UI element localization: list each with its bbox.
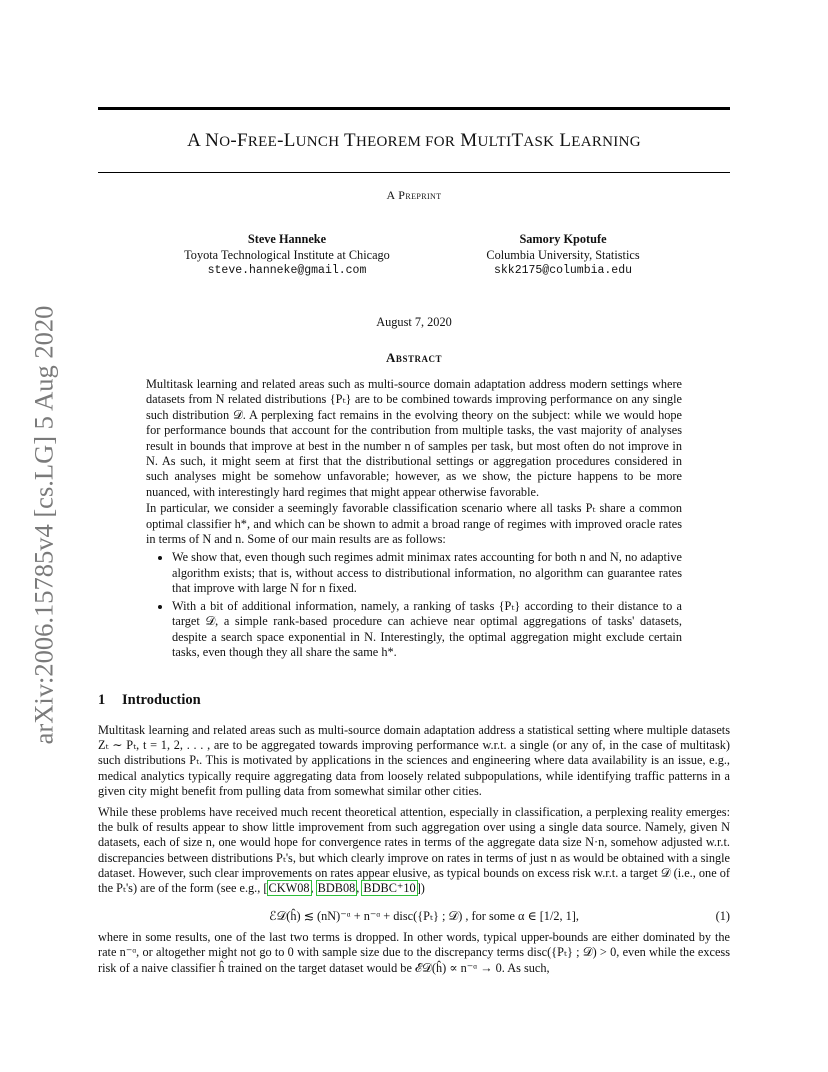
citation-link[interactable]: BDBC⁺10 bbox=[363, 881, 416, 896]
list-item: • With a bit of additional information, namely, a ranking of tasks {Pₜ} according to their distance to a target 𝒟, a simple rank-based procedure can achieve near optimal aggregations of tasks' datasets, despite a search space exponential in N. Interestingly, the optimal aggregation might exclude certain tasks, even though they all share the same h*. bbox=[172, 599, 682, 661]
equation-formula: ℰ𝒟(ĥ) ≲ (nN)⁻ᵅ + n⁻ᵅ + disc({Pₜ} ; 𝒟) , for some α ∈ [1/2, 1], bbox=[269, 908, 579, 923]
author-block bbox=[147, 231, 427, 279]
section-number: 1 bbox=[98, 692, 106, 708]
author-affiliation: Columbia University, Statistics bbox=[486, 248, 640, 262]
abstract-results-list bbox=[146, 550, 682, 660]
paper-date: August 7, 2020 bbox=[376, 315, 452, 329]
body-paragraph: where in some results, one of the last two terms is dropped. In other words, typical upper-bounds are either dominated by the rate n⁻ᵅ, or altogether might not go to 0 with sample size due to the discrepancy terms disc({Pₜ} ; 𝒟) > 0, even while the excess risk of a naive classifier ĥ trained on the target dataset would be ℰ𝒟(ĥ) ∝ n⁻ᵅ → 0. As such, bbox=[98, 930, 730, 975]
title-rule-top bbox=[98, 107, 730, 110]
list-item: • We show that, even though such regimes admit minimax rates accounting for both n and N, no adaptive algorithm exists; that is, without access to distributional information, no algorithm can guarantee rates that improve with large N for n fixed. bbox=[172, 550, 682, 596]
paragraph-text-end: ]) bbox=[416, 881, 425, 896]
author-name: Steve Hanneke bbox=[247, 232, 327, 246]
arxiv-sidebar bbox=[20, 290, 68, 760]
abstract-heading: Abstract bbox=[386, 350, 442, 365]
section-title: Introduction bbox=[122, 692, 201, 708]
paper-title: A NO-FREE-LUNCH THEOREM FOR MULTITASK LEARNING bbox=[187, 130, 641, 151]
citation-link[interactable]: CKW08 bbox=[268, 881, 310, 896]
abstract-paragraph: In particular, we consider a seemingly favorable classification scenario where all tasks Pₜ share a common optimal classifier h*, and which can be shown to admit a broad range of regimes with improved oracle rates in terms of N and n. Some of our main results are as follows: bbox=[146, 501, 682, 547]
equation-number: (1) bbox=[715, 908, 730, 923]
paragraph-text: While these problems have received much recent theoretical attention, especially in classification, a perplexing reality emerges: the bulk of results appear to show little improvement from such aggregation over using a single data source. Namely, given N datasets, each of size n, one would hope for convergence rates in terms of the aggregate data size N·n, somehow adjusted w.r.t. discrepancies between distributions Pₜ's, but which clearly improve on rates in terms of just n as would be obtained with a single dataset. However, such clear improvements on rates appear elusive, as typical bounds on excess risk w.r.t. a target 𝒟 (i.e., one of the Pₜ's) are of the form (see e.g., [ bbox=[98, 805, 730, 896]
equation-1 bbox=[98, 902, 730, 930]
section-heading bbox=[98, 692, 201, 709]
abstract-body bbox=[146, 377, 682, 662]
author-block bbox=[423, 231, 703, 279]
preprint-label: A Preprint bbox=[386, 188, 442, 202]
citation-link[interactable]: BDB08 bbox=[317, 881, 356, 896]
body-paragraph: Multitask learning and related areas such as multi-source domain adaptation address a statistical setting where multiple datasets Zₜ ∼ Pₜ, t = 1, 2, . . . , are to be aggregated towards improving performance w.r.t. a single (or any of, in the case of multitask) such distributions Pₜ. This is motivated by applications in the sciences and engineering where data availability is an issue, e.g., medical analytics typically require aggregating data from loosely related subpopulations, while identifying traffic patterns in a given city might benefit from pulling data from somewhat similar other cities. bbox=[98, 723, 730, 798]
arxiv-identifier: arXiv:2006.15785v4 [cs.LG] 5 Aug 2020 bbox=[28, 305, 59, 745]
body-paragraph: While these problems have received much recent theoretical attention, especially in classification, a perplexing reality emerges: the bulk of results appear to show little improvement from such aggregation over using a single data source. Namely, given N datasets, each of size n, one would hope for convergence rates in terms of the aggregate data size N·n, somehow adjusted w.r.t. discrepancies between distributions Pₜ's, but which clearly improve on rates in terms of just n as would be obtained with a single dataset. However, such clear improvements on rates appear elusive, as typical bounds on excess risk w.r.t. a target 𝒟 (i.e., one of the Pₜ's) are of the form (see e.g., [CKW08, BDB08, BDBC⁺10]) bbox=[98, 805, 730, 896]
author-email[interactable]: steve.hanneke@gmail.com bbox=[207, 264, 367, 277]
author-name: Samory Kpotufe bbox=[519, 232, 607, 246]
author-email[interactable]: skk2175@columbia.edu bbox=[493, 264, 633, 277]
author-affiliation: Toyota Technological Institute at Chicago bbox=[184, 248, 390, 262]
abstract-paragraph: Multitask learning and related areas such as multi-source domain adaptation address modern settings where datasets from N related distributions {Pₜ} are to be combined towards improving performance on any single such distribution 𝒟. A perplexing fact remains in the evolving theory on the subject: while we would hope for performance bounds that account for the contribution from multiple tasks, the vast majority of analyses result in bounds that improve at best in the number n of samples per task, but most often do not improve in N. As such, it might seem at first that the distributional settings or aggregation procedures considered in such analyses might be somehow unfavorable; however, as we show, the picture happens to be more nuanced, with interestingly hard regimes that might appear otherwise favorable. bbox=[146, 377, 682, 499]
title-rule-bottom bbox=[98, 172, 730, 173]
section-body bbox=[98, 723, 730, 982]
